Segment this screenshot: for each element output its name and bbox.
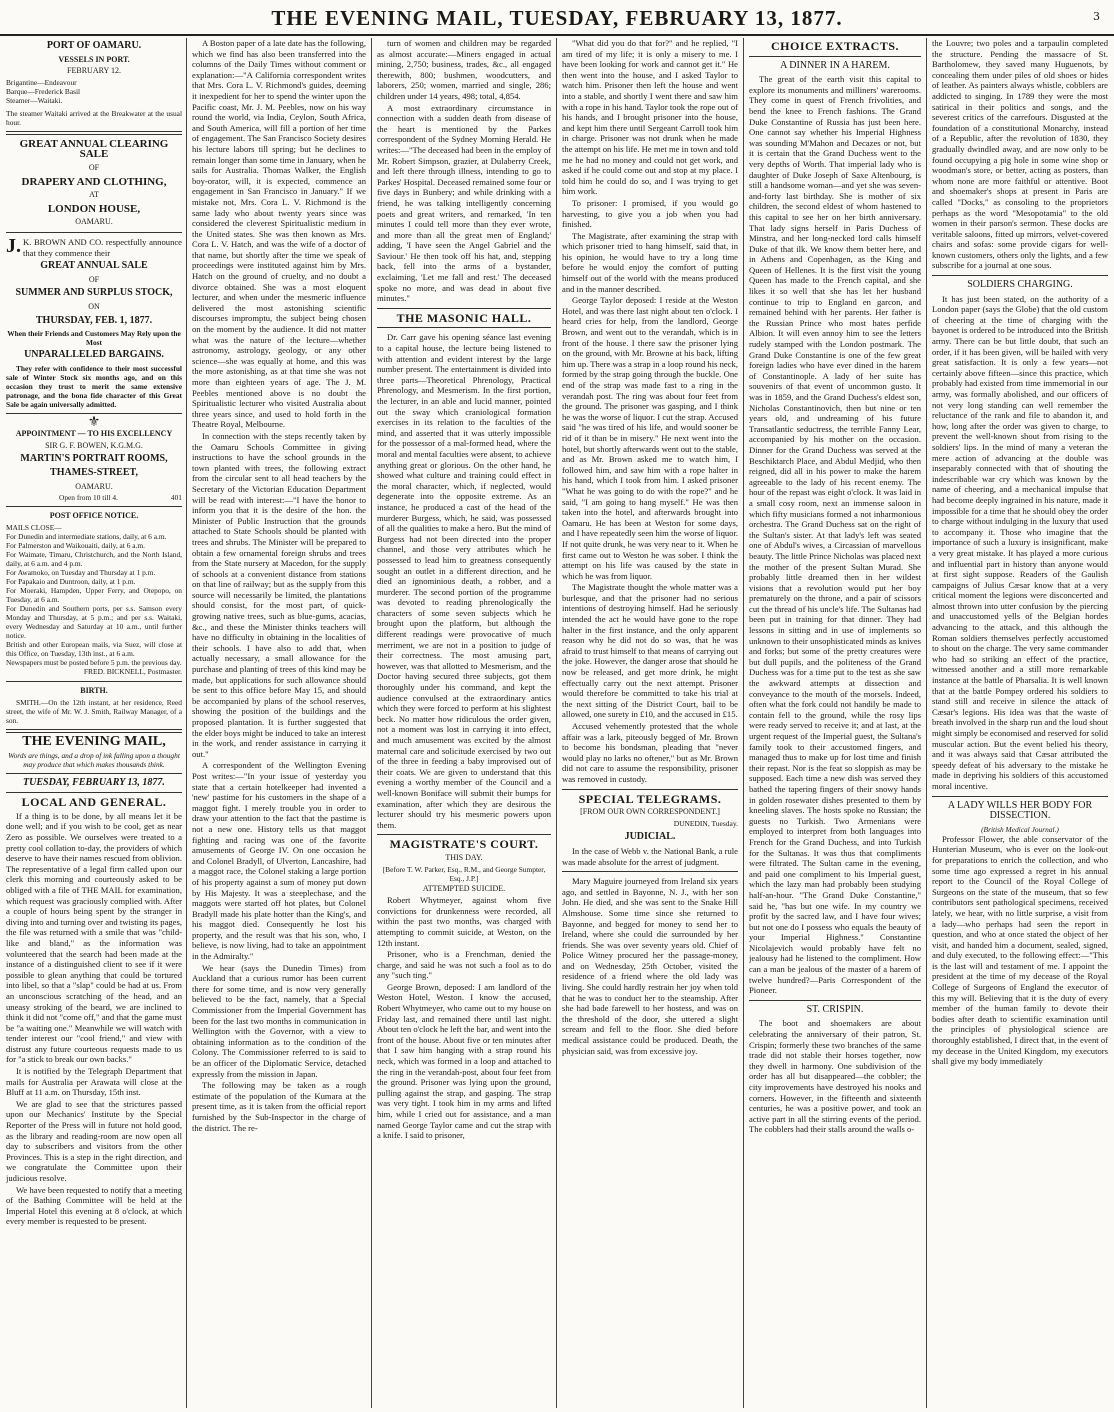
article-para: A correspondent of the Wellington Evening Post writes:—"In your issue of yesterday you state that a certain hotelkeeper had invented a 'new' pastime for his customers in the shape of a maggot fight. I merely trouble you in order to draw your attention to the fact that the pastime is not a new one. History tells us that maggot fighting and racing was one of the favorite amusements of George IV. On one occasion he and Colonel Bradyll, of Ulverton, Lancashire, had a maggot race, the Colonel staking a large portion of his property against a sum of money put down by His Majesty. It was a steeplechase, and the maggots were started off hot plates, but Colonel Bradyll made his plate hotter than the King's, and his maggot died. Consequently he lost his property, and the result was that his son, who, I believe, is now living, had to take an appointment in the Admiralty." [192, 760, 366, 962]
lady-source: (British Medical Journal.) [981, 824, 1059, 834]
appointment-name: SIR G. F. BOWEN, K.G.M.G. [45, 440, 143, 450]
divider [6, 681, 182, 682]
column-5 [749, 38, 921, 1408]
paper-name: THE EVENING MAIL, [22, 734, 166, 750]
post-lines [6, 523, 182, 667]
article-para: We hear (says the Dunedin Times) from Auckland that a curious rumor has been current there for some time, and is now very generally believed to be the fact, namely, that a Special Commissioner from the Imperial Government has been for the last two months in communication in Wellington with the Governor, with a view to obtaining information as to the condition of the Colony. The Commissioner referred to is said to be an officer of the Diplomatic Service, detached expressly from the mission in Japan. [192, 962, 366, 1079]
telegrams-sub: [FROM OUR OWN CORRESPONDENT.] [580, 807, 720, 817]
divider [377, 308, 551, 309]
post-line: For Awamoko, on Tuesday and Thursday at 1 p.m. [6, 567, 156, 577]
article-para: In connection with the steps recently taken by the Oamaru Schools Committee in giving instructions to have the school grounds in the town planted with trees, the following extract from the circular sent to all head teachers by the Secretary of the Victorian Education Department will be read with interest:—"I have the honor to inform you that it is the desire of the hon. the Minister of Public Instruction that the grounds attached to State Schools should be planted with trees and shrubs. The Minister will be prepared to obtain a few ornamental foreign shrubs and trees from the State nursery at Macedon, for the supply of schools at a convenient distance from stations on that line of railway; but as the supply from this source will necessarily be limited, the plantations should consist, for the most part, of quick-growing native trees, such as blue-gums, acacias, &c., and these the Minister thinks teachers will have no difficulty in obtaining in the localities of their schools. I have also to add that, when actually necessary, a small allowance for the purchase and planting of trees of this kind may be made, but applications for such allowance should be sent to this office before May 15, and should be accompanied by plans of the school reserves, showing the position of the buildings and the proposed plantation. It is further suggested that the elder boys might be induced to take an interest in the work, and render assistance in carrying it out." [192, 430, 366, 759]
court-para: George Taylor deposed: I reside at the Weston Hotel, and was there last night about ten o'clock. I heard cries for help, from the landlord, George Brown, and went out to the verandah, which is in front of the house. I there saw the prisoner lying on the ground, with Mr. Browne at his back, lifting him up. There was a strap in a loop round his neck, formed by the strap going through the buckle. One end of the strap was made fast to a ring in the verandah post. The ring was about four feet from the ground. The prisoner was gasping, and I think he was the worse of liquor. I cut the strap. Accused said "he was tired of his life, and would sooner be rid of it than be in misery." He next went into the hotel, but shortly afterwards went out to the stable, and as Mr. Brown asked me to watch him, I followed him, and saw him with a rope halter in his hand, which I took from him. I asked prisoner "What he was going to do with the rope?" and he said, "I am going to hang myself." He was then taken into the hotel, and afterwards brought into Oamaru. He has been at Weston for some days, and I have repeatedly seen him the worse of liquor. If not quite drunk, he was very near to it. When he first came out to Weston he was sober. I think the attempt on his life was caused by the state in which he was from liquor. [562, 295, 738, 581]
telegrams-place: DUNEDIN, Tuesday. [673, 818, 738, 828]
divider [932, 275, 1108, 276]
crispin-para: The boot and shoemakers are about celebrating the anniversary of their patron, St. Crispin; formerly these two branches of the same trade did not stable their horses together, now they dwell in harmony. One subdivision of the order has all but disappeared—the cobbler; the city improvements have destroyed his nooks and corners. However, in the fifteenth and sixteenth centuries, he was a positive power, and took an active part in all the stirring events of the period. The cobblers had their stalls around the walls o- [749, 1018, 921, 1135]
divider [562, 871, 738, 872]
divider [6, 506, 182, 507]
masonic-heading: THE MASONIC HALL. [396, 310, 532, 325]
column-1 [6, 38, 182, 1408]
brown-on: ON [88, 301, 100, 311]
court-heading: MAGISTRATE'S COURT. [389, 837, 539, 852]
sale-town: OAMARU. [75, 217, 113, 227]
court-para: "What did you do that for?" and he replied, "I am tired of my life; it is only a misery to me. I have been looking for work and cannot get it." He then went into the house, and I asked Taylor to watch him. Prisoner then left the house and went into a stable, and shortly I went there and saw him with a rope in his hand. Taylor took the rope out of his hands, and I brought prisoner into the house, and kept him there until Sergeant Carroll took him in charge. Prisoner was not drunk when he made the attempt on his life. He met me in town and told me he had no money and could not get work, and asked if he could come out and stop at my place. I told him he could do so, and I was trying to get him work. [562, 38, 738, 197]
post-line: For Waimate, Timaru, Christchurch, and the North Island, daily, at 6 a.m. and 4 p.m. [6, 549, 182, 568]
post-line: British and other European mails, via Suez, will close at this Office, on Tuesday, 13th inst., at 6 a.m. [6, 639, 182, 658]
court-para: Accused vehemently protested that the whole affair was a lark, piteously begged of Mr. Brown to become his bondsman, pleading that "never would play no larks no oftener," but as Mr. Brown did not care to assume the responsibility, prisoner was removed in custody. [562, 721, 738, 784]
martin-street: THAMES-STREET, [50, 467, 138, 479]
brown-stock: SUMMER AND SURPLUS STOCK, [15, 287, 173, 299]
article-para: A Boston paper of a late date has the following, which we find has also been transferred into the columns of the Daily Times without comment or explanation:—"A California correspondent writes that Mrs. Cora L. V. Richmond's guides, deeming it inexpedient for her to spend the winter upon the Pacific coast, Mr. J. M. Peebles, now on his way round the world, via India, Ceylon, South Africa, and South America, will fill a portion of her time of engagement. The San Francisco Society desires his lecture labors till spring; but he declines to remain longer than some time in January, when he sails for Australia. Thomas Walker, the English boy-orator, will, it is expected, commence an engagement in San Francisco in January." If we mistake not, Mrs. Cora L. V. Richmond is the same lady who about twenty years since was considered the cleverest Spiritualistic medium in the United states. She was then known as Mrs. Cora L. V. Hatch, and was the wife of a doctor of that name, but shortly after the time we speak of proceedings were instituted against him by Mrs. Hatch on the ground of cruelty, and no doubt a divorce obtained. She was a most eloquent lecturer, and when under the mesmeric influence delivered the most astonishing scientific discourses impromptu, the subject being chosen on the moment by the audience. It did not matter what was the nature of the lecture—whether astronomy, astrology, geology, or any other science—she was equally at home, and this was the more astonishing, as at that time she was not more than eighteen years of age. The J. M. Peebles mentioned above is no doubt the Spiritualistic lecturer who visited Australia about three years since, and used to hold forth in the Theatre Royal, Melbourne. [192, 38, 366, 430]
article-para: A most extraordinary circumstance in connection with a sudden death from disease of the heart is mentioned by the Parkes correspondent of the Sydney Morning Herald. He writes:—"The deceased had been in the employ of Mr. Robert Simpson, grazier, at Dulaberry Creek, and left there through illness, intending to go to Parkes' Hospital. Deceased remained some four or five days in Bunbery; and while drinking with a friend, he was talking intelligently concerning poets and great writers, and remarked, 'In ten minutes I could tell more than they ever wrote, and more than all the great men of England;' adding, 'I have seen the Angel Gabriel and the Saviour.' He then took off his hat, and, stepping back, fell into the arms of a bystander, exclaiming, 'Let me fall and rest.' The deceased spoke no more, and was dead in about five minutes." [377, 102, 551, 304]
martin-ref: 401 [170, 493, 182, 503]
divider [6, 413, 182, 414]
column-rule [556, 38, 557, 1408]
court-sub: ATTEMPTED SUICIDE. [422, 883, 506, 893]
vessel-note: The steamer Waitaki arrived at the Breakwater at the usual hour. [6, 108, 182, 127]
post-line: For Moeraki, Hampden, Upper Ferry, and Otepopo, on Tuesday, at 6 a.m. [6, 585, 182, 604]
divider [6, 773, 182, 774]
birth-heading: BIRTH. [80, 686, 108, 696]
martin-rooms: MARTIN'S PORTRAIT ROOMS, [20, 453, 168, 465]
column-rule [186, 38, 187, 1408]
court-para: The Magistrate, after examining the strap with which prisoner tried to hang himself, said that, in his opinion, he would have to try a long time before he would enjoy the comfort of putting himself out of the world with the means produced and in the manner described. [562, 230, 738, 294]
judicial-para: In the case of Webb v. the National Bank, a rule was made absolute for the arrest of judgment. [562, 845, 738, 867]
column-rule [743, 38, 744, 1408]
telegrams-heading: SPECIAL TELEGRAMS. [578, 791, 722, 806]
brown-date: THURSDAY, FEB. 1, 1877. [35, 314, 153, 326]
divider [749, 1000, 921, 1001]
dropcap-j: J. [6, 234, 21, 257]
birth-text: SMITH.—On the 12th instant, at her residence, Reed street, the wife of Mr. W. J. Smith, Railway Manager, of a son. [6, 698, 182, 726]
column-4 [562, 38, 738, 1408]
divider [377, 327, 551, 328]
court-bench: [Before T. W. Parker, Esq., R.M., and George Sumpter, Esq., J.P.] [382, 864, 546, 883]
sale-of: OF [88, 162, 100, 172]
page-number: 3 [1093, 10, 1100, 23]
masonic-para: Dr. Carr gave his opening séance last evening to a capital house, the lecture being listened to with attention and evident interest by the large number present. The entertainment is divided into three parts—Theoretical Phrenology, Practical Phrenology, and Mesmerism. In the first portion, the lecturer, in an able and lucid manner, pointed out the sway which craniological formation exercises in its relation to the faculties of the mind, and asserted that it was utterly impossible for the possessor of a mal-formed head, where the moral and mental faculties were absent, to achieve anything great or glorious. On the other hand, he showed what culture and training could effect in the moral character, which, if neglected, would degenerate into the opposite extreme. As an instance, he produced a cast of the head of the murderer Burgess, which, he said, was possessed of all the qualities to make a hero. But the mind of Burgess had not been directed into the proper channel, and those very attributes which he possessed to lead him to greatness consequently sought an outlet in a different direction, and he died an ignominious death, a robber, and a murderer. The second portion of the programme was devoted to reading phrenologically the characters of some seven subjects which he brought upon the platform, but although the different readings were provocative of much merriment, we are not in a position to judge of their correctness. The most amusing part, however, was that allotted to Mesmerism, and the Doctor having secured three subjects, got them thoroughly under his command, and kept the audience convulsed at the extraordinary antics which they were forced to perform at his slightest beck. No matter how ridiculous the order given, not a moment was lost in carrying it into effect, and much amusement was excited by the almost maternal care and solicitude exercised by two out of the three in feeding a baby improvised out of their coats. We are given to understand that this evening a worthy member of the Council and a well-known Boniface will submit their bumps for examination, after which they are desirous the lecturer should try his mesmeric powers upon them. [377, 332, 551, 830]
port-heading: PORT OF OAMARU. [46, 40, 142, 51]
local-para: We have been requested to notify that a meeting of the Bathing Committee will be held at the Imperial Hotel this evening at 8 o'clock, at which every member is requested to be present. [6, 1184, 182, 1227]
vessels-heading: VESSELS IN PORT. [58, 54, 130, 64]
martin-town: OAMARU. [75, 481, 113, 491]
article-para: turn of women and children may be regarded as almost accurate:—Miners engaged in actual mining, 2,750; business, trades, &c., all engaged therewith, 800; bushmen, woodcutters, and laborers, 250; women, married and single, 286; children under 14 years, 498; total, 4,854. [377, 38, 551, 101]
court-para: Prisoner, who is a Frenchman, denied the charge, and said he was not such a fool as to do any "such ting." [377, 949, 551, 981]
lady-para: Professor Flower, the able conservator of the Hunterian Museum, who is ever on the look-out for preparations to enrich the collection, and who some time ago expressed a regret in his annual report to the Council of the Royal College of Surgeons on the state of the museum, that so few contributors sent pathological specimens, received lately, we hear, with no little surprise, a visit from a lady—who perhaps had seen the report in question, and who at once stated the object of her visit, and handed him a document, sealed, signed, and duly executed, to the following effect:—"This is the last will and testament of me. I appoint the president at the time of my decease of the Royal College of Surgeons of England the executor of this my will. Believing that it is the duty of every member of the human family to devote their bodies after death to scientific examination until the principles of physiological science are thoroughly established, I direct that, in the event of my decease in the United Kingdom, my executors shall give my body immediately [932, 833, 1108, 1067]
column-2 [192, 38, 366, 1408]
post-line: Newspapers must be posted before 5 p.m. the previous day. [6, 657, 182, 667]
court-para: To prisoner: I promised, if you would go harvesting, to give you a job when you had finished. [562, 197, 738, 230]
vessel-item: Brigantine—Endeavour [6, 77, 77, 87]
vessel-item: Barque—Frederick Basil [6, 86, 81, 96]
harem-para: The great of the earth visit this capital to explore its monuments and milliners' warerooms. They come in quest of French frivolities, and bend the knee to French fashions. The Grand Duke Constantine of Russia has just been here. One cannot say whether his Imperial Highness was sounding M'Mahon and Decazes or not, but it is certain that the Grand Duchess went to the very depths of Worth. That imperial lady who is daughter of Duke Joseph of Saxe Altenbourg, is still a handsome woman—and yet she was seven-and-forty last birthday. She is mother of six children, the second eldest of whom hastened to this capital to see her on her birth anniversary. That lady signs herself in Paris Duchess of Minstra, and her long-necked lord calls himself Duke of that ilk. We know them better here, and in Athens and Copenhagen, as the King and Queen of Hellenes. It is the first visit the young Queen has made to the French capital, and she likes it so well that she has let her husband continue to trip to England en garcon, and remained behind with her parents. Her father is the Russian Prince who most hates perfide Albion. It will even annoy him to see the letters rudely stamped with the London postmark. The Grand Duke Constantine is one of the few great foreign ladies who have ever dined in the harem of Constantinople. A lady of her suite has souvenirs of that event of uncommon gusto. It was in 1859, and the Grand Duchess's eldest son, Nicholas Constantinovich, then but nine or ten years old, and undreaming of his future Transatlantic seductress, the terrible Fanny Lear, accompanied by his mother on the occasion. Dinner for the Grand Duchess was served at the Beschiktarch Place, and Abdul Medjid, who then reigned, did all in his power to make the harem agreeable to the lady of his recent enemy. The hour of the repast was eight o'clock. It was laid in a small cosy room, next an immense saloon in which fifty musicians formed a not inharmonious orchestra. The Grand Duchess sat on the right of the Sultan's sister. At that lady's left was seated one of Abdul's wives, a Circassian of marvellous beauty. The little Prince Nicholas was placed next the mother of the present Sultan Murad. She probably little dreamed then in her wildest visions that a revolution would put her boy prematurely on the throne, and a pair of scissors cut the thread of his uncle's life. The Sultanas had been put in training for that dinner. They had lessons in sitting and in use of implements so unknown to their unsophisticated minds as knives and forks; but some of the pretty creatures were but dull pupils, and the politeness of the Grand Duchess was for a time put to the test as she saw the awkward attempts at dissection and conveyance to the mouth of the morsels. Indeed, often what the fork could not handily be made to contain fell to the ground, while the rosy lips were ready served to receive it; and at last, at the urgent request of the Imperial guest, the Sultana's family took to their accustomed fingers, and managed thus to make up for lost time and finish their repast. Nor is the feat so sloppish as may be supposed. Each time a new dish was served they bathed the tapering fingers of their snowy hands in golden rosewater dishes presented to them by kneeling slaves. The hosts spoke no Russian; the guests no Turkish. Two Armenians were employed to interpret from both languages into French for the Grand Duchess, and into Turkish for the Sultanas. It was thus that compliments were filtrated. The Sultan came in the evening, and paid one compliment to his Imperial guest, which the lazy man had probably been studying half-an-hour. "The Grand Duke Constantine," said he, "has but one wife. In my country we profit by the sacred law, and I have four wives; but not one do I possess who equals the beauty of your Imperial Highness." Constantine Nicolajevich would probably have felt no jealousy had he listened to the compliment. How can a man be jealous of the master of a harem of twelve hundred?—Paris Correspondent of the Pioneer. [749, 74, 921, 996]
divider [749, 56, 921, 57]
local-para: If a thing is to be done, by all means let it be done well; and if you wish to be cool, get as near Zero as possible. We ourselves were treated to a pretty cool collation to-day, the providers of which deserve to have their names rescued from oblivion. The representative of a legal firm called upon our clerk this morning and courteously asked to be obliged with a file of THE MAIL for examination, which request was graciously complied with. After a couple of hours being spent by the stranger in diving into and turning over and twisting its pages, the file was returned with a smile that was "child-like and bland," as the information was volunteered that the search had been made at the instance of a distinguished client to see if it were possible to glean anything that could be tortured into libel, so that a "slap" could be had at us. From an unconscious scratching of the head, and an uneasy stroking of the beard, we are inclined to think it did not "come off," and that the game must be "a waiting one." Meanwhile we will watch with tender interest our "cool friend," and view with distrust any future courteous requests made to us for "a stick to break our own backs." [6, 810, 182, 1065]
brown-of: OF [88, 274, 100, 284]
appointment: APPOINTMENT — TO HIS EXCELLENCY [15, 429, 173, 439]
column-6 [932, 38, 1108, 1408]
sale-goods: DRAPERY AND CLOTHING, [21, 175, 167, 188]
soldiers-para: It has just been stated, on the authority of a London paper (says the Globe) that the old custom of cheering at the time of charging with the bayonet is ordered to be introduced into the British army. There can be but little doubt, that such an order, if it has been given, will be hailed with very great satisfaction. It is only a few years—not certainly above fifteen—since this practice, which probably had existed from time immemorial in our army, was formally abolished, and our officers of not very long standing can well remember the reluctance of the rank and file to abandon it, and how, long after the order was given to charge, to prevent the well-known shout from rising to the soldiers' lips. In the mind of many a veteran the mere action of advancing at the double was inseparably connected with that of shouting the indescribable war cry which was known by the name of cheering, and a mechanical impulse that had become deeply ingrained in his nature, made it impossible for a time that he should obey the order to charge without indulging in the luxury that used to accompany it. Those who imagine that the importance of such a luxury is insignificant, make a very great mistake. It has played a more curious and influential part in history than anyone would at first sight suppose. Readers of the Gaulish campaigns of Julius Cæsar know that at a very critical moment the legions were disconcerted and almost thrown into utter confusion by the piercing and unaccustomed yells of the Belgian hordes advancing to the attack, and this although the Roman soldiers themselves perfectly accustomed to shout on the charge. The very same commander who had so striking an effect of the practice, witnessed another and a still more remarkable instance at the battle of Pharsalia. It is well known that at the battle Pompey ordered his soldiers to stand still and receive in silence the attack of Cæsar's legions. His idea was that the waste of breath involved in the sharp run and the loud shout might simply be economised and reserved for solid muscular action. But the event belied his theory, and it was always said that Cæsar attributed the speedy defeat of his adversary to the mistake he made in depriving his soldiers of this accustomed moral incentive. [932, 293, 1108, 791]
soldiers-heading: SOLDIERS CHARGING. [967, 279, 1073, 291]
column-rule [926, 38, 927, 1408]
post-line: MAILS CLOSE— [6, 522, 62, 532]
article-para: The following may be taken as a rough estimate of the population of the Kumara at the present time, as it is taken from the official report furnished by the Sub-Inspector in the charge of the district. The re- [192, 1080, 366, 1133]
divider [6, 131, 182, 135]
crispin-cont-para: the Louvre; two poles and a tarpaulin completed the structure. Pending the massacre of St. Bartholomew, they saved many Huguenots, by concealing them under piles of old shoes or hides of leather. As painters always whistle, cobblers are addicted to singing. In 1789 they were the most satirical in their politics and songs, and the severest critics of the carrefours. Disgusted at the foundation of a constitutional Monarchy, instead of a Republic, after the revolution of 1830, they gradually dwindled away, and are now only to be found occupying a pig hole in some wine shop or woodman's store, or better, acting as posters, than whom none are more faithful or attentive. Boot and shoemaker's shops at present in Paris are called "Docks," as consoling to the proprietors perhaps as the word "Mesopotamia" to the old women in their parson's sermon. These docks are veritable saloons, fitted up mirrors, velvet-covered chairs and sofas: some provide cigars for well-known customers, others only the lights, and a few subscribe for a journal at one sous. [932, 38, 1108, 271]
divider [6, 792, 182, 793]
divider [6, 232, 182, 233]
choice-heading: CHOICE EXTRACTS. [770, 39, 900, 53]
vessel-item: Steamer—Waitaki. [6, 95, 63, 105]
sale-at: AT [89, 190, 99, 200]
sale-place: LONDON HOUSE, [47, 202, 141, 215]
harem-heading: A DINNER IN A HAREM. [780, 59, 890, 71]
brown-intro-text: K. BROWN AND CO. respectfully announce that they commence their [23, 236, 182, 258]
brown-bargains: UNPARALLELED BARGAINS. [24, 349, 164, 361]
post-line: For Dunedin and intermediate stations, daily, at 6 a.m. [6, 531, 167, 541]
column-rule [371, 38, 372, 1408]
divider [377, 834, 551, 835]
court-para: George Brown, deposed: I am landlord of the Weston Hotel, Weston. I know the accused, Robert Whytmeyer, who came out to my house on Friday last, and remained there until last night. About ten o'clock he left the bar, and went into the front of the house. About five or ten minutes after that I saw him hanging with a strap round his neck, which was formed in a loop and attached to the ring in the verandah-post, about four feet from the ground. Prisoner was lying upon the ground, pulling against the strap, and gasping. The strap was very tight. I took him in my arms and lifted him, while I cried out for assistance, and a man named George Taylor came and cut the strap with a knife. I said to prisoner, [377, 981, 551, 1141]
local-para: We are glad to see that the strictures passed upon our Mechanics' Institute by the Special Reporter of the Press will in future not hold good, as the library and reading-room are now open all day to subscribers and visitors from the other Provinces. This is a step in the right direction, and we congratulate the Committee upon their judicious resolve. [6, 1098, 182, 1183]
sale-heading: GREAT ANNUAL CLEARING SALE [19, 137, 169, 161]
maguire-para: Mary Maguire journeyed from Ireland six years ago, and settled in Bayonne, N. J., with her son John. He died, and she was sent to the Snake Hill Almshouse. Some time since she returned to Bayonne, and begged for money to send her to Ireland, where she could die surrounded by her friends. She was over seventy years old. Chief of Police Witney procured her the passage-money, and on Wednesday, 25th October, visited the residence of a friend where the old lady was living. She could hardly restrain her joy when told that he was to conduct her to the steamship. After she had bade farewell to her hostess, and was on the threshold of the door, she uttered a slight scream and fell to the floor. She died before medical assistance could be produced. Death, the physician said, was from excessive joy. [562, 876, 738, 1056]
brown-when: When their Friends and Customers May Rely upon the Most [7, 329, 181, 348]
divider [562, 789, 738, 790]
martin-hours [6, 493, 182, 502]
crispin-heading: ST. CRISPIN. [806, 1003, 864, 1015]
local-heading: LOCAL AND GENERAL. [21, 795, 167, 810]
local-para: It is notified by the Telegraph Department that mails for Australia per Arawata will close at the Bluff at 11 a.m. on Thursday, 15th inst. [6, 1066, 182, 1098]
column-3 [377, 38, 551, 1408]
dateline: TUESDAY, FEBRUARY 13, 1877. [23, 776, 165, 788]
post-heading: POST OFFICE NOTICE. [49, 511, 139, 521]
masthead-title: THE EVENING MAIL, TUESDAY, FEBRUARY 13, 1877. [271, 6, 843, 30]
post-line: For Dunedin and Southern ports, per s.s. Samson every Monday and Thursday, at 5 p.m.; and per s.s. Waitaki, every Wednesday and Saturday at 10 a.m., until further notice. [6, 603, 182, 640]
post-line: For Papakaio and Duntroon, daily, at 1 p.m. [6, 576, 136, 586]
divider [6, 729, 182, 733]
court-day: THIS DAY. [445, 852, 483, 862]
post-line: For Palmerston and Waikouaiti, daily, at 6 a.m. [6, 540, 145, 550]
port-date: FEBRUARY 12. [67, 66, 121, 76]
postmaster-signature: FRED. BICKNELL, Postmaster. [83, 666, 182, 676]
martin-hours-text: Open from 10 till 4. [58, 493, 118, 503]
brown-sale: GREAT ANNUAL SALE [40, 260, 148, 272]
brown-body: They refer with confidence to their most successful sale of Winter Stock six months ago, and on this occasion they trust to merit the same extensive patronage, and the bona fide character of this Great Sale be again universally admitted. [6, 363, 182, 409]
divider [932, 796, 1108, 797]
royal-crest-icon: ⚜ [87, 414, 101, 430]
paper-motto: Words are things, and a drop of ink falling upon a thought may produce that which makes thousands think. [8, 750, 180, 769]
judicial-heading: JUDICIAL. [624, 831, 676, 843]
brown-intro [6, 234, 182, 258]
masthead [0, 0, 1114, 36]
court-para: Robert Whytmeyer, against whom five convictions for drunkenness were recorded, all within the past two months, was charged with attempting to commit suicide, at Weston, on the 12th instant. [377, 895, 551, 948]
lady-heading: A LADY WILLS HER BODY FOR DISSECTION. [947, 799, 1093, 822]
vessel-list [6, 78, 182, 105]
court-para: The Magistrate thought the whole matter was a burlesque, and that the prisoner had no serious intentions of destroying himself. Had he seriously intended the act he would have gone to the rope halter in the first instance, and the only apparent reason why he did not do so was, that he was afraid to trust himself to that means of carrying out the joke. However, the danger arose that should he now be released, and get more drink, he might effectually carry out the next attempt. Prisoner would therefore be committed to take his trial at the next sitting of the District Court, bail to be allowed, one surety in £10, and the accused in £15. [562, 582, 738, 720]
